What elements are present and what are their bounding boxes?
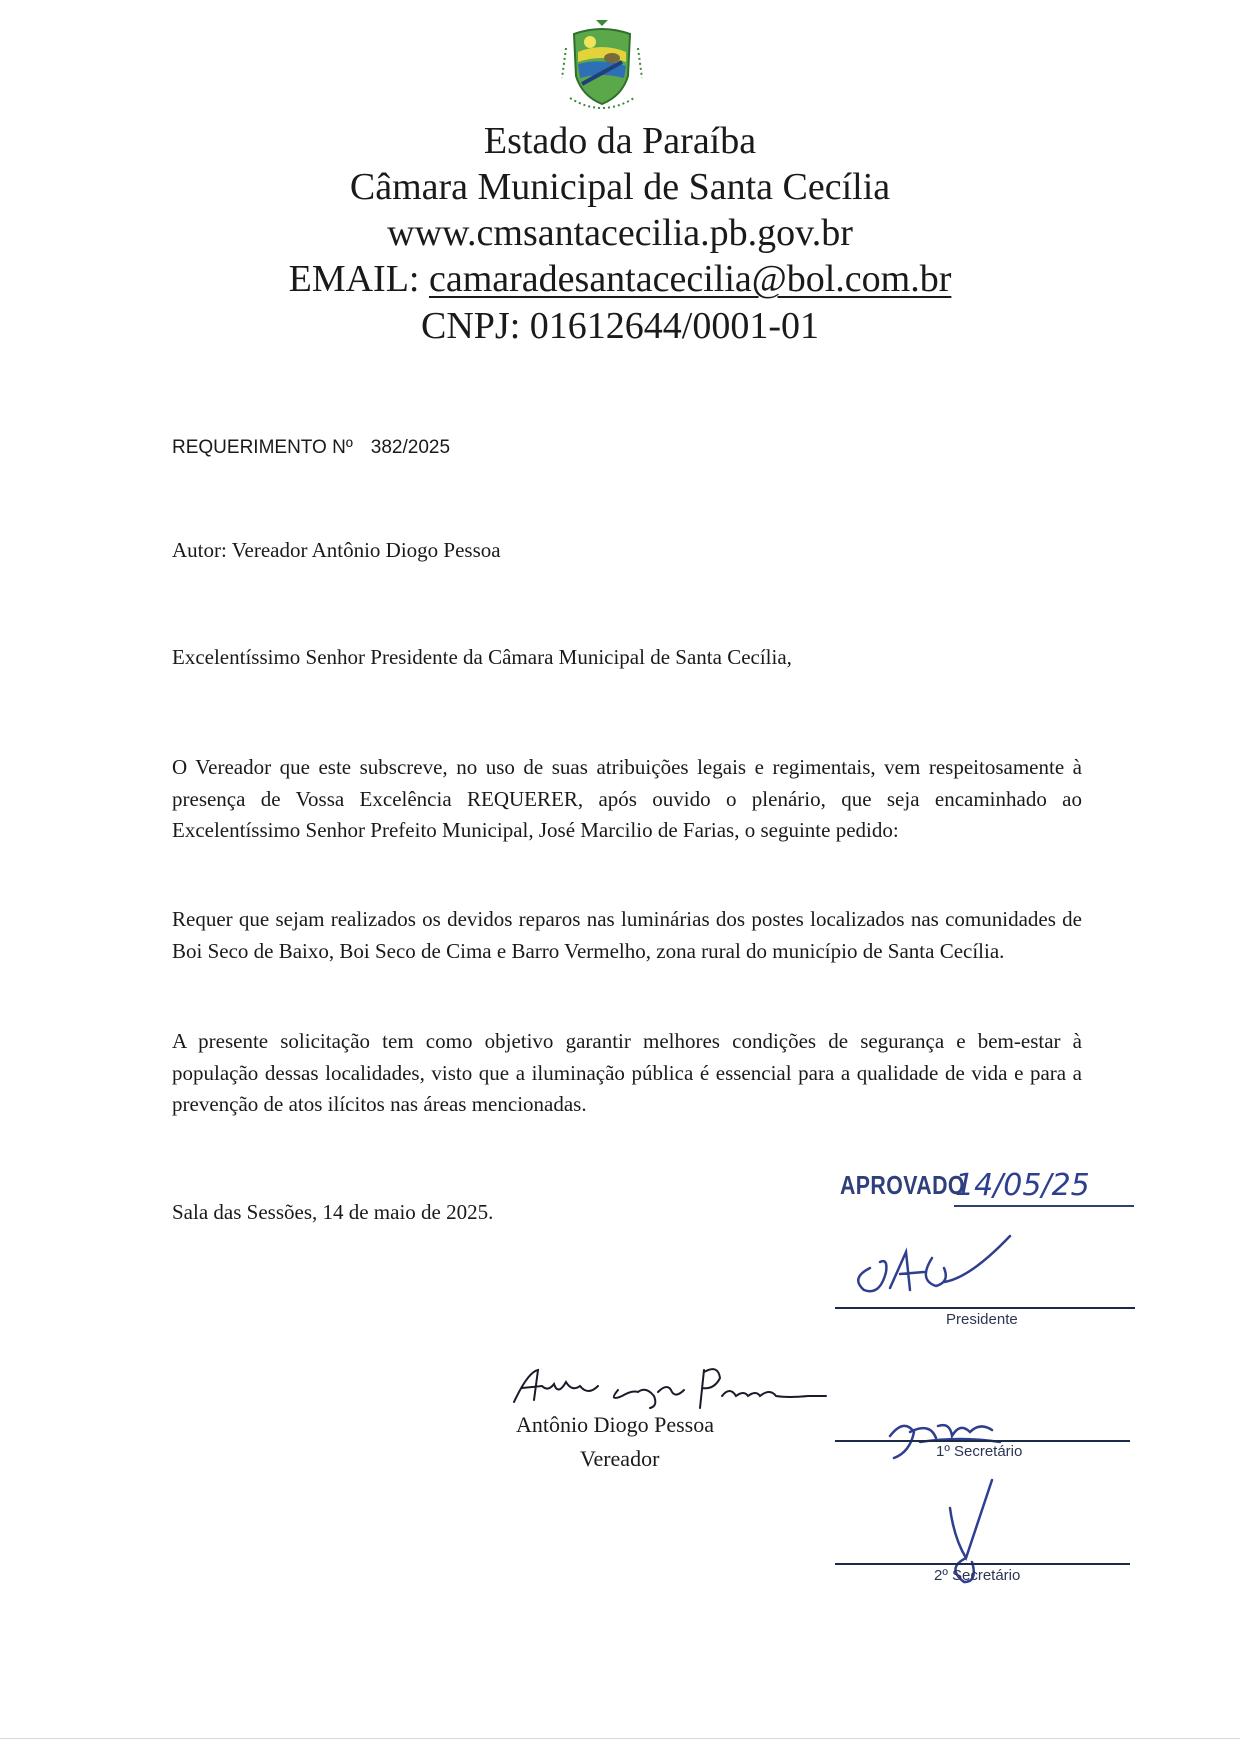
request-number-line (172, 437, 450, 459)
website-text: www.cmsantacecilia.pb.gov.br (387, 212, 853, 254)
session-date: Sala das Sessões, 14 de maio de 2025. (172, 1200, 494, 1224)
body-paragraph: A presente solicitação tem como objetivo garantir melhores condições de segurança e bem-estar à população dessas localidades, visto que a iluminação pública é essencial para a qualidade de vida e para a prevenção de atos ilícitos nas áreas mencionadas. (172, 1029, 1082, 1116)
president-label: Presidente (946, 1311, 1018, 1328)
author-role: Vereador (580, 1446, 660, 1471)
email-address: camaradesantacecilia@bol.com.br (428, 258, 952, 300)
author-name: Antônio Diogo Pessoa (516, 1412, 714, 1437)
second-secretary-label: 2º Secretário (934, 1567, 1021, 1584)
author-line: Autor: Vereador Antônio Diogo Pessoa (172, 538, 501, 562)
approved-stamp: APROVADO (840, 1170, 965, 1200)
greeting: Excelentíssimo Senhor Presidente da Câmara Municipal de Santa Cecília, (172, 645, 792, 669)
request-number: 382/2025 (370, 437, 451, 458)
body-paragraph: Requer que sejam realizados os devidos reparos nas luminárias dos postes localizados nas comunidades de Boi Seco de Baixo, Boi Seco de Cima e Barro Vermelho, zona rural do município de Santa Cecília. (172, 907, 1082, 963)
cnpj-text: CNPJ: 01612644/0001-01 (421, 305, 819, 347)
first-secretary-line (835, 1440, 1130, 1442)
request-label: REQUERIMENTO Nº (172, 437, 353, 458)
email-line (0, 256, 1240, 302)
president-signature-line (835, 1307, 1135, 1309)
scan-edge-line (0, 1738, 1240, 1739)
first-secretary-label: 1º Secretário (936, 1443, 1023, 1460)
president-signature (840, 1228, 1020, 1313)
state-heading: Estado da Paraíba (483, 120, 757, 162)
body-paragraph: O Vereador que este subscreve, no uso de suas atribuições legais e regimentais, vem respeitosamente à presença de Vossa Excelência REQUERER, após ouvido o plenário, que seja encaminhado ao Excelentíssimo Senhor Prefeito Municipal, José Marcilio de Farias, o seguinte pedido: (172, 755, 1082, 842)
email-label: EMAIL: (288, 258, 420, 300)
author-signature (508, 1362, 828, 1417)
coat-of-arms-icon (556, 18, 648, 118)
approved-date: 14/05/25 (955, 1168, 1090, 1203)
chamber-heading: Câmara Municipal de Santa Cecília (349, 166, 891, 208)
second-secretary-line (835, 1563, 1130, 1565)
approved-underline (954, 1205, 1134, 1207)
